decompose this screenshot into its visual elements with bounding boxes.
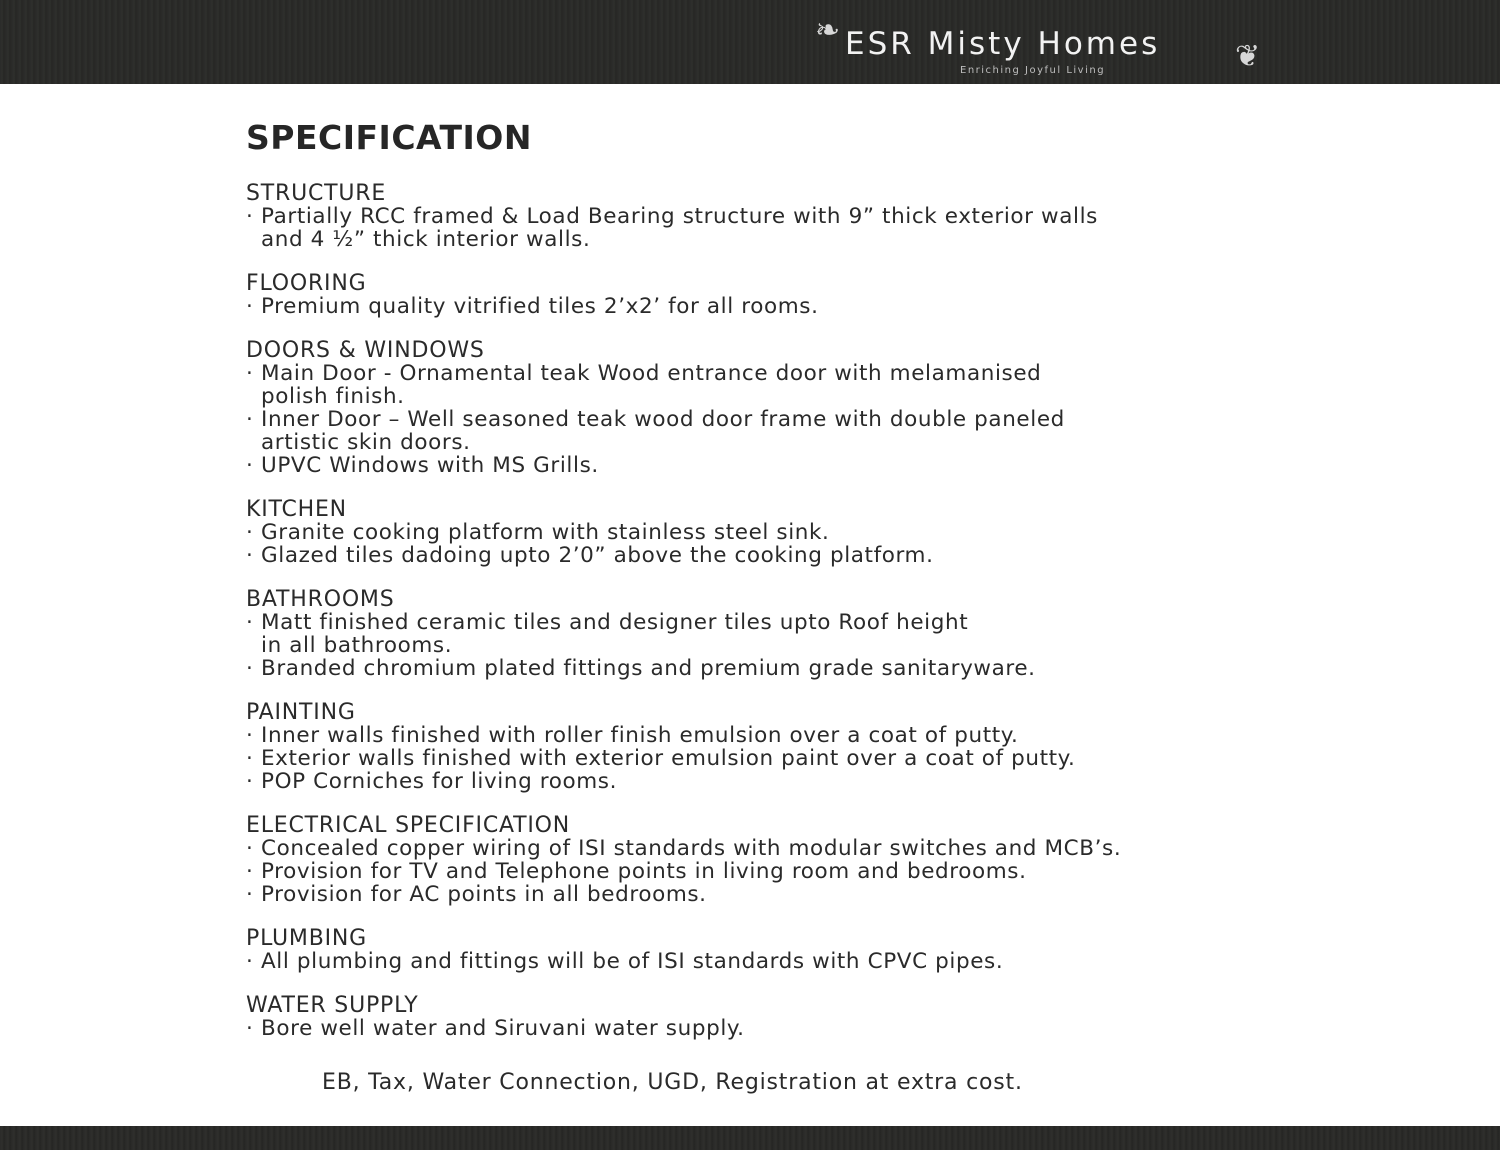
spec-item-line: Glazed tiles dadoing upto 2’0” above the cooking platform. [261, 543, 934, 568]
footer-note: EB, Tax, Water Connection, UGD, Registration at extra cost. [322, 1070, 1023, 1095]
brand-tagline: Enriching Joyful Living [960, 65, 1106, 76]
bullet-icon: · [246, 882, 254, 907]
spec-item-line: Bore well water and Siruvani water supply. [261, 1016, 745, 1041]
page-title: SPECIFICATION [246, 118, 532, 157]
spec-item-line: Granite cooking platform with stainless steel sink. [261, 520, 830, 545]
section-heading: WATER SUPPLY [246, 993, 419, 1018]
spec-item-line: Premium quality vitrified tiles 2’x2’ for all rooms. [261, 294, 819, 319]
section-heading: DOORS & WINDOWS [246, 338, 485, 363]
spec-item-line: All plumbing and fittings will be of ISI standards with CPVC pipes. [261, 949, 1004, 974]
brand-name: ESR Misty Homes [845, 26, 1161, 62]
spec-item-line: artistic skin doors. [261, 430, 471, 455]
bullet-icon: · [246, 859, 254, 884]
spec-item [246, 724, 1346, 747]
spec-section-water-supply [246, 994, 1346, 1040]
spec-item [246, 860, 1346, 883]
bullet-icon: · [246, 949, 254, 974]
spec-item-line: Concealed copper wiring of ISI standards with modular switches and MCB’s. [261, 836, 1122, 861]
spec-item [246, 205, 1346, 251]
spec-item-line: Inner walls finished with roller finish emulsion over a coat of putty. [261, 723, 1019, 748]
bullet-icon: · [246, 769, 254, 794]
swirl-ornament-icon: ❧ [815, 13, 841, 48]
section-heading: KITCHEN [246, 497, 347, 522]
spec-section-kitchen [246, 498, 1346, 567]
bullet-icon: · [246, 723, 254, 748]
spec-item [246, 295, 1346, 318]
spec-item-line: UPVC Windows with MS Grills. [261, 453, 599, 478]
bullet-icon: · [246, 520, 254, 545]
bullet-icon: · [246, 407, 254, 432]
spec-item-line: Provision for TV and Telephone points in living room and bedrooms. [261, 859, 1027, 884]
spec-section-doors-windows [246, 339, 1346, 477]
brand-logo [815, 12, 1265, 82]
bullet-icon: · [246, 610, 254, 635]
section-heading: PAINTING [246, 700, 356, 725]
section-heading: FLOORING [246, 271, 367, 296]
specification-sections [246, 182, 1346, 1040]
section-heading: ELECTRICAL SPECIFICATION [246, 813, 571, 838]
spec-section-painting [246, 701, 1346, 793]
spec-item [246, 611, 1346, 657]
spec-item [246, 362, 1346, 408]
spec-item-line: Main Door - Ornamental teak Wood entrance door with melamanised [261, 361, 1042, 386]
bullet-icon: · [246, 746, 254, 771]
spec-item [246, 747, 1346, 770]
spec-item-line: polish finish. [261, 384, 405, 409]
section-heading: BATHROOMS [246, 587, 395, 612]
spec-item-line: and 4 ½” thick interior walls. [261, 227, 591, 252]
spec-section-bathrooms [246, 588, 1346, 680]
spec-item-line: Partially RCC framed & Load Bearing structure with 9” thick exterior walls [261, 204, 1098, 229]
spec-item-line: Branded chromium plated fittings and premium grade sanitaryware. [261, 656, 1036, 681]
spec-item [246, 770, 1346, 793]
spec-item-line: in all bathrooms. [261, 633, 453, 658]
specification-content [246, 118, 1346, 1061]
bullet-icon: · [246, 453, 254, 478]
bullet-icon: · [246, 543, 254, 568]
bullet-icon: · [246, 294, 254, 319]
spec-item-line: Exterior walls finished with exterior emulsion paint over a coat of putty. [261, 746, 1076, 771]
spec-item [246, 454, 1346, 477]
bullet-icon: · [246, 1016, 254, 1041]
section-heading: STRUCTURE [246, 181, 387, 206]
spec-section-plumbing [246, 927, 1346, 973]
header-band [0, 0, 1500, 84]
swirl-ornament-icon: ❦ [1235, 39, 1261, 74]
spec-item-line: Matt finished ceramic tiles and designer tiles upto Roof height [261, 610, 969, 635]
spec-item [246, 883, 1346, 906]
bullet-icon: · [246, 204, 254, 229]
spec-item [246, 521, 1346, 544]
spec-item-line: POP Corniches for living rooms. [261, 769, 618, 794]
spec-item-line: Inner Door – Well seasoned teak wood door frame with double paneled [261, 407, 1065, 432]
spec-section-structure [246, 182, 1346, 251]
spec-section-flooring [246, 272, 1346, 318]
spec-section-electrical-specification [246, 814, 1346, 906]
section-heading: PLUMBING [246, 926, 367, 951]
spec-item [246, 657, 1346, 680]
bullet-icon: · [246, 361, 254, 386]
spec-item [246, 950, 1346, 973]
spec-item-line: Provision for AC points in all bedrooms. [261, 882, 707, 907]
spec-item [246, 408, 1346, 454]
spec-item [246, 544, 1346, 567]
spec-item [246, 1017, 1346, 1040]
spec-item [246, 837, 1346, 860]
bullet-icon: · [246, 656, 254, 681]
footer-band [0, 1126, 1500, 1150]
bullet-icon: · [246, 836, 254, 861]
